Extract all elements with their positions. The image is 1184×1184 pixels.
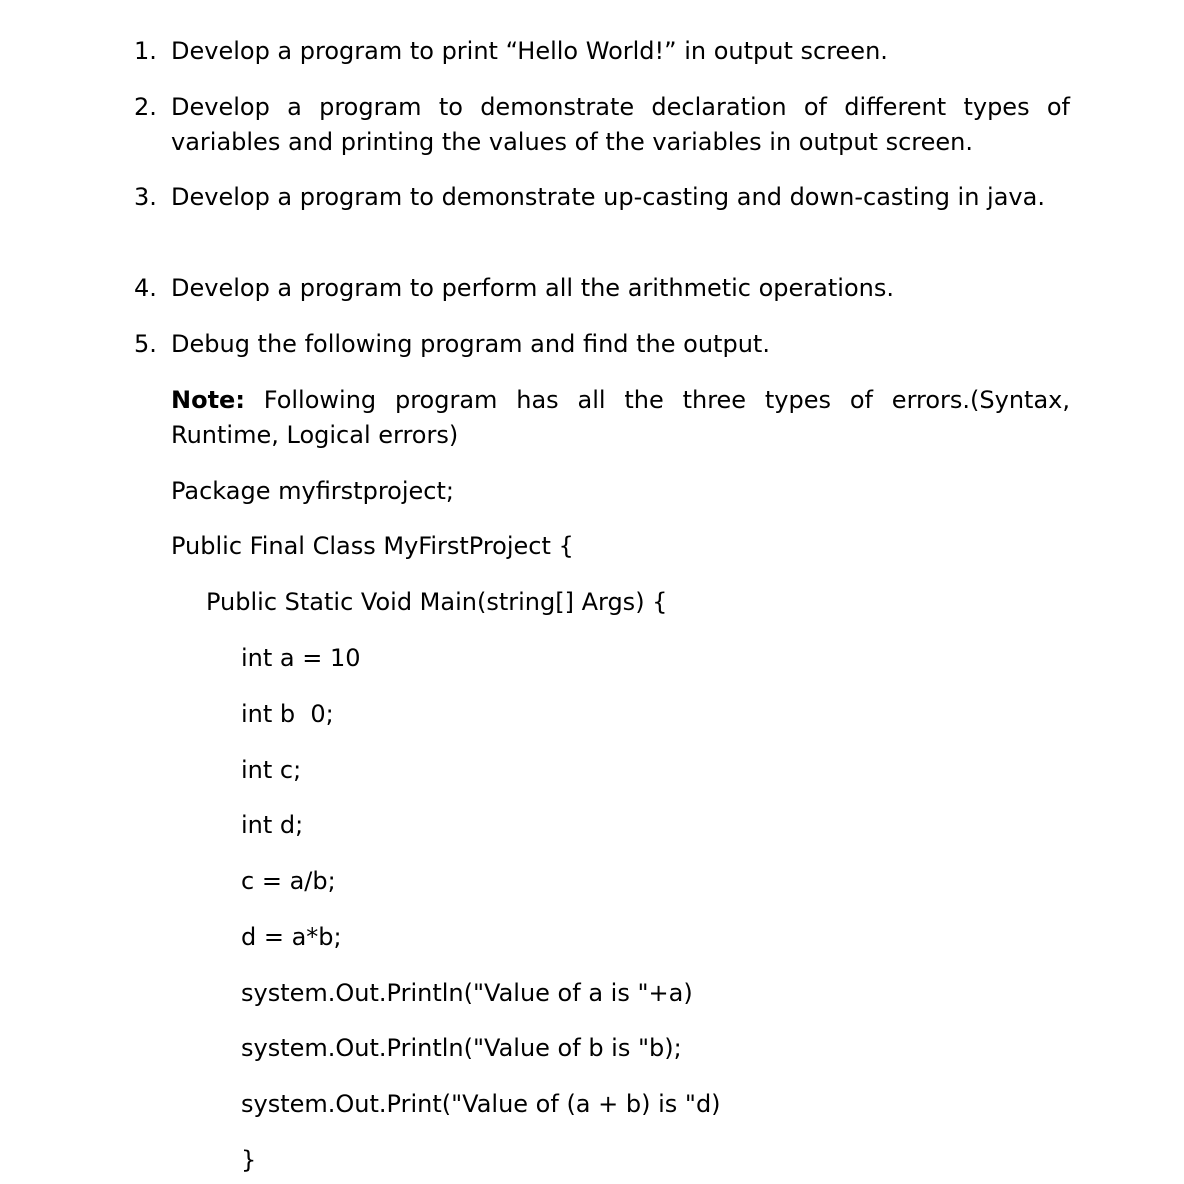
code-line: } [241, 1146, 257, 1174]
code-line: system.Out.Print("Value of (a + b) is "d) [241, 1090, 721, 1118]
note-label: Note: [171, 386, 245, 414]
code-line: int c; [241, 756, 302, 784]
code-line: int d; [241, 811, 304, 839]
note-paragraph [171, 383, 1070, 453]
list-item-number: 2. [134, 93, 157, 121]
list-item-text: Develop a program to perform all the arithmetic operations. [171, 274, 894, 302]
list-item-text: Develop a program to print “Hello World!” in output screen. [171, 37, 888, 65]
list-item-number: 5. [134, 330, 157, 358]
code-line: Public Static Void Main(string[] Args) { [206, 588, 668, 616]
list-item-number: 1. [134, 37, 157, 65]
code-line: int a = 10 [241, 644, 361, 672]
code-line: system.Out.Println("Value of b is "b); [241, 1034, 682, 1062]
code-line: int b 0; [241, 700, 334, 728]
code-line: c = a/b; [241, 867, 336, 895]
note-text: Following program has all the three types of errors.(Syntax, Runtime, Logical errors) [171, 386, 1070, 449]
list-item-number: 4. [134, 274, 157, 302]
list-item-number: 3. [134, 183, 157, 211]
list-item-text: Develop a program to demonstrate declaration of different types of variables and printing the values of the variables in output screen. [171, 93, 1070, 156]
code-line: d = a*b; [241, 923, 342, 951]
code-line: Package myfirstproject; [171, 477, 454, 505]
list-item-text: Develop a program to demonstrate up-casting and down-casting in java. [171, 183, 1045, 211]
list-item-text: Debug the following program and find the output. [171, 330, 770, 358]
code-line: Public Final Class MyFirstProject { [171, 532, 574, 560]
code-line: system.Out.Println("Value of a is "+a) [241, 979, 693, 1007]
